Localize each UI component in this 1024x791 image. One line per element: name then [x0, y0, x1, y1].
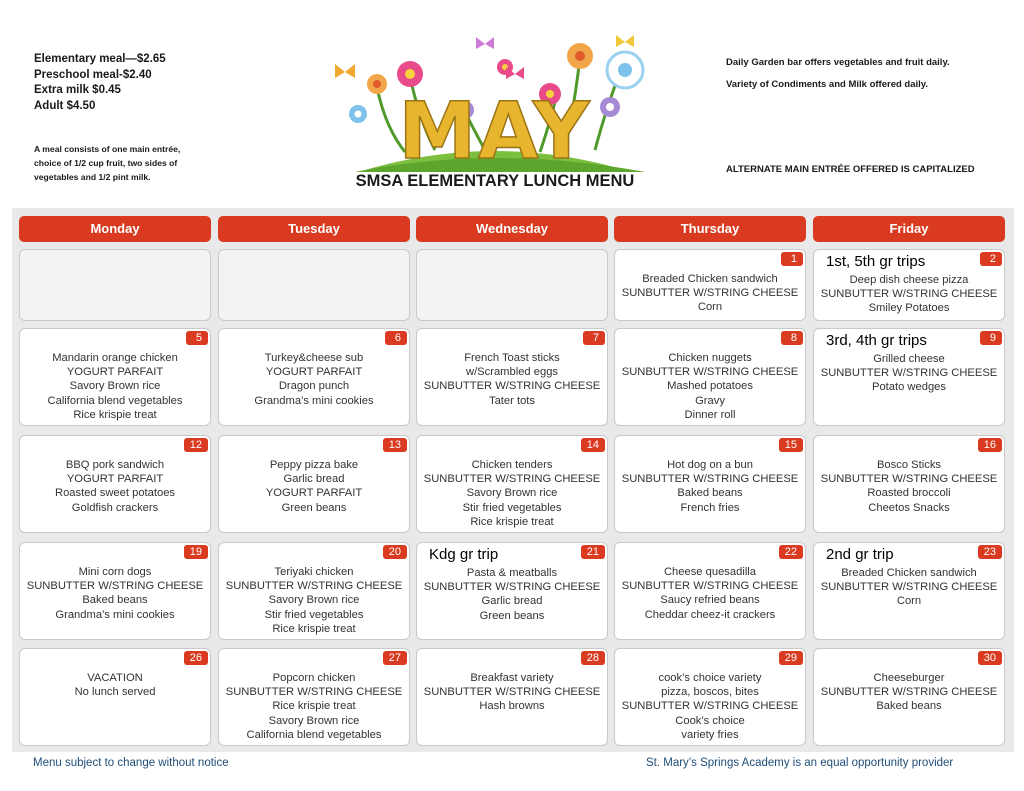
day-cell — [614, 435, 806, 533]
menu-item: Dinner roll — [684, 408, 736, 421]
menu-item: Baked beans — [677, 487, 743, 500]
menu-items — [219, 351, 409, 408]
menu-item: Smiley Potatoes — [868, 302, 950, 315]
empty-day-cell — [218, 249, 410, 321]
menu-item: Cheetos Snacks — [868, 501, 950, 514]
menu-item: YOGURT PARFAIT — [265, 487, 363, 500]
menu-item: SUNBUTTER W/STRING CHEESE — [621, 287, 799, 300]
menu-item: SUNBUTTER W/STRING CHEESE — [423, 581, 601, 594]
menu-item: Teriyaki chicken — [274, 566, 354, 578]
price-list — [34, 52, 166, 114]
menu-item: Hot dog on a bun — [667, 459, 753, 471]
price-preschool: Preschool meal-$2.40 — [34, 68, 152, 81]
menu-item: SUNBUTTER W/STRING CHEESE — [621, 580, 799, 593]
menu-item: VACATION — [87, 672, 143, 684]
date-badge: 1 — [781, 252, 803, 266]
day-cell — [19, 648, 211, 746]
menu-item: YOGURT PARFAIT — [66, 473, 164, 486]
daily-notes — [726, 57, 950, 101]
menu-item: SUNBUTTER W/STRING CHEESE — [423, 380, 601, 393]
date-badge: 30 — [978, 651, 1002, 665]
menu-item: SUNBUTTER W/STRING CHEESE — [820, 288, 998, 301]
menu-item: California blend vegetables — [246, 728, 382, 741]
menu-item: SUNBUTTER W/STRING CHEESE — [423, 473, 601, 486]
menu-item: Grandma’s mini cookies — [55, 608, 175, 621]
menu-item: Rice krispie treat — [272, 622, 356, 635]
menu-items — [219, 458, 409, 515]
menu-item: Chicken nuggets — [668, 352, 752, 364]
menu-items — [417, 458, 607, 529]
menu-items — [219, 565, 409, 636]
menu-item: Savory Brown rice — [268, 594, 360, 607]
price-extra-milk: Extra milk $0.45 — [34, 84, 121, 96]
menu-items — [417, 671, 607, 714]
date-badge: 20 — [383, 545, 407, 559]
menu-item: Tater tots — [488, 394, 535, 407]
menu-item: Savory Brown rice — [69, 380, 161, 393]
empty-day-cell — [19, 249, 211, 321]
menu-item: Turkey&cheese sub — [264, 352, 364, 364]
menu-item: Green beans — [281, 501, 347, 514]
day-cell — [614, 249, 806, 321]
menu-item: SUNBUTTER W/STRING CHEESE — [820, 686, 998, 699]
menu-item: Chicken tenders — [471, 459, 553, 471]
menu-item: Garlic bread — [283, 473, 345, 486]
menu-item: pizza, boscos, bites — [661, 686, 759, 699]
menu-item: Cheddar cheez-it crackers — [644, 608, 776, 621]
menu-items — [615, 565, 805, 622]
day-cell — [813, 328, 1005, 426]
day-cell — [614, 648, 806, 746]
menu-item: SUNBUTTER W/STRING CHEESE — [423, 686, 601, 699]
date-badge: 23 — [978, 545, 1002, 559]
day-cell — [813, 648, 1005, 746]
menu-item: Green beans — [479, 609, 545, 622]
day-cell — [218, 328, 410, 426]
menu-item: Mashed potatoes — [667, 380, 753, 393]
footer-equal-opportunity: St. Mary’s Springs Academy is an equal opportunity provider — [646, 757, 954, 769]
date-badge: 29 — [779, 651, 803, 665]
empty-day-cell — [416, 249, 608, 321]
garden-bar-note: Daily Garden bar offers vegetables and fruit daily. — [726, 57, 950, 68]
menu-item: Corn — [896, 595, 922, 608]
date-badge: 28 — [581, 651, 605, 665]
menu-items — [615, 458, 805, 515]
day-cell — [218, 542, 410, 640]
menu-items — [814, 566, 1004, 609]
menu-item: Mini corn dogs — [78, 566, 152, 578]
menu-item: SUNBUTTER W/STRING CHEESE — [820, 367, 998, 380]
menu-title: SMSA ELEMENTARY LUNCH MENU — [355, 172, 635, 190]
menu-item: Breaded Chicken sandwich — [642, 273, 778, 285]
menu-item: No lunch served — [74, 686, 156, 699]
date-badge: 2 — [980, 252, 1002, 266]
menu-item: Grandma’s mini cookies — [254, 394, 374, 407]
field-trip-note: 1st, 5th gr trips — [826, 253, 926, 270]
menu-item: cook’s choice variety — [658, 672, 762, 684]
date-badge: 13 — [383, 438, 407, 452]
date-badge: 16 — [978, 438, 1002, 452]
menu-items — [20, 671, 210, 699]
day-cell — [416, 542, 608, 640]
date-badge: 26 — [184, 651, 208, 665]
menu-item: SUNBUTTER W/STRING CHEESE — [621, 700, 799, 713]
price-adult: Adult $4.50 — [34, 99, 96, 112]
menu-item: French fries — [680, 501, 740, 514]
menu-item: Savory Brown rice — [268, 714, 360, 727]
menu-items — [20, 565, 210, 622]
date-badge: 14 — [581, 438, 605, 452]
menu-item: BBQ pork sandwich — [65, 459, 165, 471]
menu-items — [615, 272, 805, 315]
menu-items — [814, 671, 1004, 714]
menu-item: Roasted sweet potatoes — [54, 487, 176, 500]
menu-item: Gravy — [695, 394, 725, 407]
menu-items — [20, 458, 210, 515]
menu-item: Grilled cheese — [873, 353, 945, 365]
day-cell — [416, 648, 608, 746]
menu-item: variety fries — [681, 728, 739, 741]
date-badge: 5 — [186, 331, 208, 345]
day-header-tuesday: Tuesday — [218, 216, 410, 242]
menu-item: Goldfish crackers — [71, 501, 159, 514]
menu-item: Rice krispie treat — [73, 408, 157, 421]
menu-item: Deep dish cheese pizza — [849, 274, 969, 286]
date-badge: 7 — [583, 331, 605, 345]
day-cell — [218, 648, 410, 746]
menu-item: SUNBUTTER W/STRING CHEESE — [820, 473, 998, 486]
menu-items — [219, 671, 409, 742]
menu-items — [417, 351, 607, 408]
day-cell — [813, 542, 1005, 640]
date-badge: 8 — [781, 331, 803, 345]
menu-item: Rice krispie treat — [470, 515, 554, 528]
menu-items — [615, 351, 805, 422]
menu-item: Corn — [697, 301, 723, 314]
day-cell — [19, 542, 211, 640]
alternate-entree-note: ALTERNATE MAIN ENTRÉE OFFERED IS CAPITALIZED — [726, 164, 975, 175]
day-header-friday: Friday — [813, 216, 1005, 242]
price-elementary: Elementary meal—$2.65 — [34, 53, 166, 65]
date-badge: 12 — [184, 438, 208, 452]
day-cell — [813, 435, 1005, 533]
day-header-monday: Monday — [19, 216, 211, 242]
menu-item: Saucy refried beans — [660, 594, 760, 607]
menu-item: SUNBUTTER W/STRING CHEESE — [621, 473, 799, 486]
menu-items — [20, 351, 210, 422]
menu-item: Breaded Chicken sandwich — [841, 567, 977, 579]
date-badge: 27 — [383, 651, 407, 665]
date-badge: 6 — [385, 331, 407, 345]
day-cell — [614, 328, 806, 426]
field-trip-note: Kdg gr trip — [429, 546, 499, 563]
menu-item: YOGURT PARFAIT — [66, 366, 164, 379]
menu-item: Stir fried vegetables — [462, 501, 562, 514]
menu-item: Cook’s choice — [675, 714, 745, 727]
menu-item: Potato wedges — [871, 381, 946, 394]
menu-item: Cheeseburger — [873, 672, 945, 684]
menu-item: Roasted broccoli — [867, 487, 951, 500]
menu-items — [814, 458, 1004, 515]
menu-item: Rice krispie treat — [272, 700, 356, 713]
menu-items — [615, 671, 805, 742]
day-header-wednesday: Wednesday — [416, 216, 608, 242]
menu-item: Savory Brown rice — [466, 487, 558, 500]
menu-item: Bosco Sticks — [876, 459, 942, 471]
day-cell — [218, 435, 410, 533]
may-banner — [325, 32, 665, 192]
menu-item: SUNBUTTER W/STRING CHEESE — [26, 580, 204, 593]
menu-item: Mandarin orange chicken — [52, 352, 178, 364]
day-cell — [416, 435, 608, 533]
menu-items — [814, 352, 1004, 395]
menu-item: Popcorn chicken — [272, 672, 356, 684]
menu-item: SUNBUTTER W/STRING CHEESE — [225, 580, 403, 593]
day-cell — [813, 249, 1005, 321]
menu-item: Garlic bread — [481, 595, 543, 608]
menu-item: Pasta & meatballs — [466, 567, 558, 579]
day-cell — [19, 328, 211, 426]
menu-items — [417, 566, 607, 623]
field-trip-note: 3rd, 4th gr trips — [826, 332, 927, 349]
menu-item: w/Scrambled eggs — [465, 366, 559, 379]
menu-item: French Toast sticks — [464, 352, 560, 364]
footer-disclaimer: Menu subject to change without notice — [33, 757, 229, 769]
month-title: MAY — [398, 87, 592, 177]
menu-item: SUNBUTTER W/STRING CHEESE — [820, 581, 998, 594]
menu-item: YOGURT PARFAIT — [265, 366, 363, 379]
menu-item: Breakfast variety — [470, 672, 554, 684]
day-cell — [19, 435, 211, 533]
menu-item: SUNBUTTER W/STRING CHEESE — [621, 366, 799, 379]
menu-items — [814, 273, 1004, 316]
menu-item: SUNBUTTER W/STRING CHEESE — [225, 686, 403, 699]
menu-item: California blend vegetables — [47, 394, 183, 407]
menu-item: Hash browns — [479, 700, 545, 713]
menu-item: Baked beans — [82, 594, 148, 607]
menu-item: Dragon punch — [278, 380, 350, 393]
menu-item: Cheese quesadilla — [663, 566, 757, 578]
day-cell — [614, 542, 806, 640]
meal-definition: A meal consists of one main entrée, choice of 1/2 cup fruit, two sides of vegetables and 1/2 pint milk. — [34, 144, 181, 182]
menu-item: Stir fried vegetables — [264, 608, 364, 621]
date-badge: 15 — [779, 438, 803, 452]
day-cell — [416, 328, 608, 426]
menu-item: Peppy pizza bake — [269, 459, 359, 471]
menu-item: Baked beans — [876, 700, 942, 713]
day-header-thursday: Thursday — [614, 216, 806, 242]
date-badge: 19 — [184, 545, 208, 559]
condiments-note: Variety of Condiments and Milk offered daily. — [726, 79, 929, 90]
date-badge: 21 — [581, 545, 605, 559]
date-badge: 22 — [779, 545, 803, 559]
date-badge: 9 — [980, 331, 1002, 345]
field-trip-note: 2nd gr trip — [826, 546, 894, 563]
